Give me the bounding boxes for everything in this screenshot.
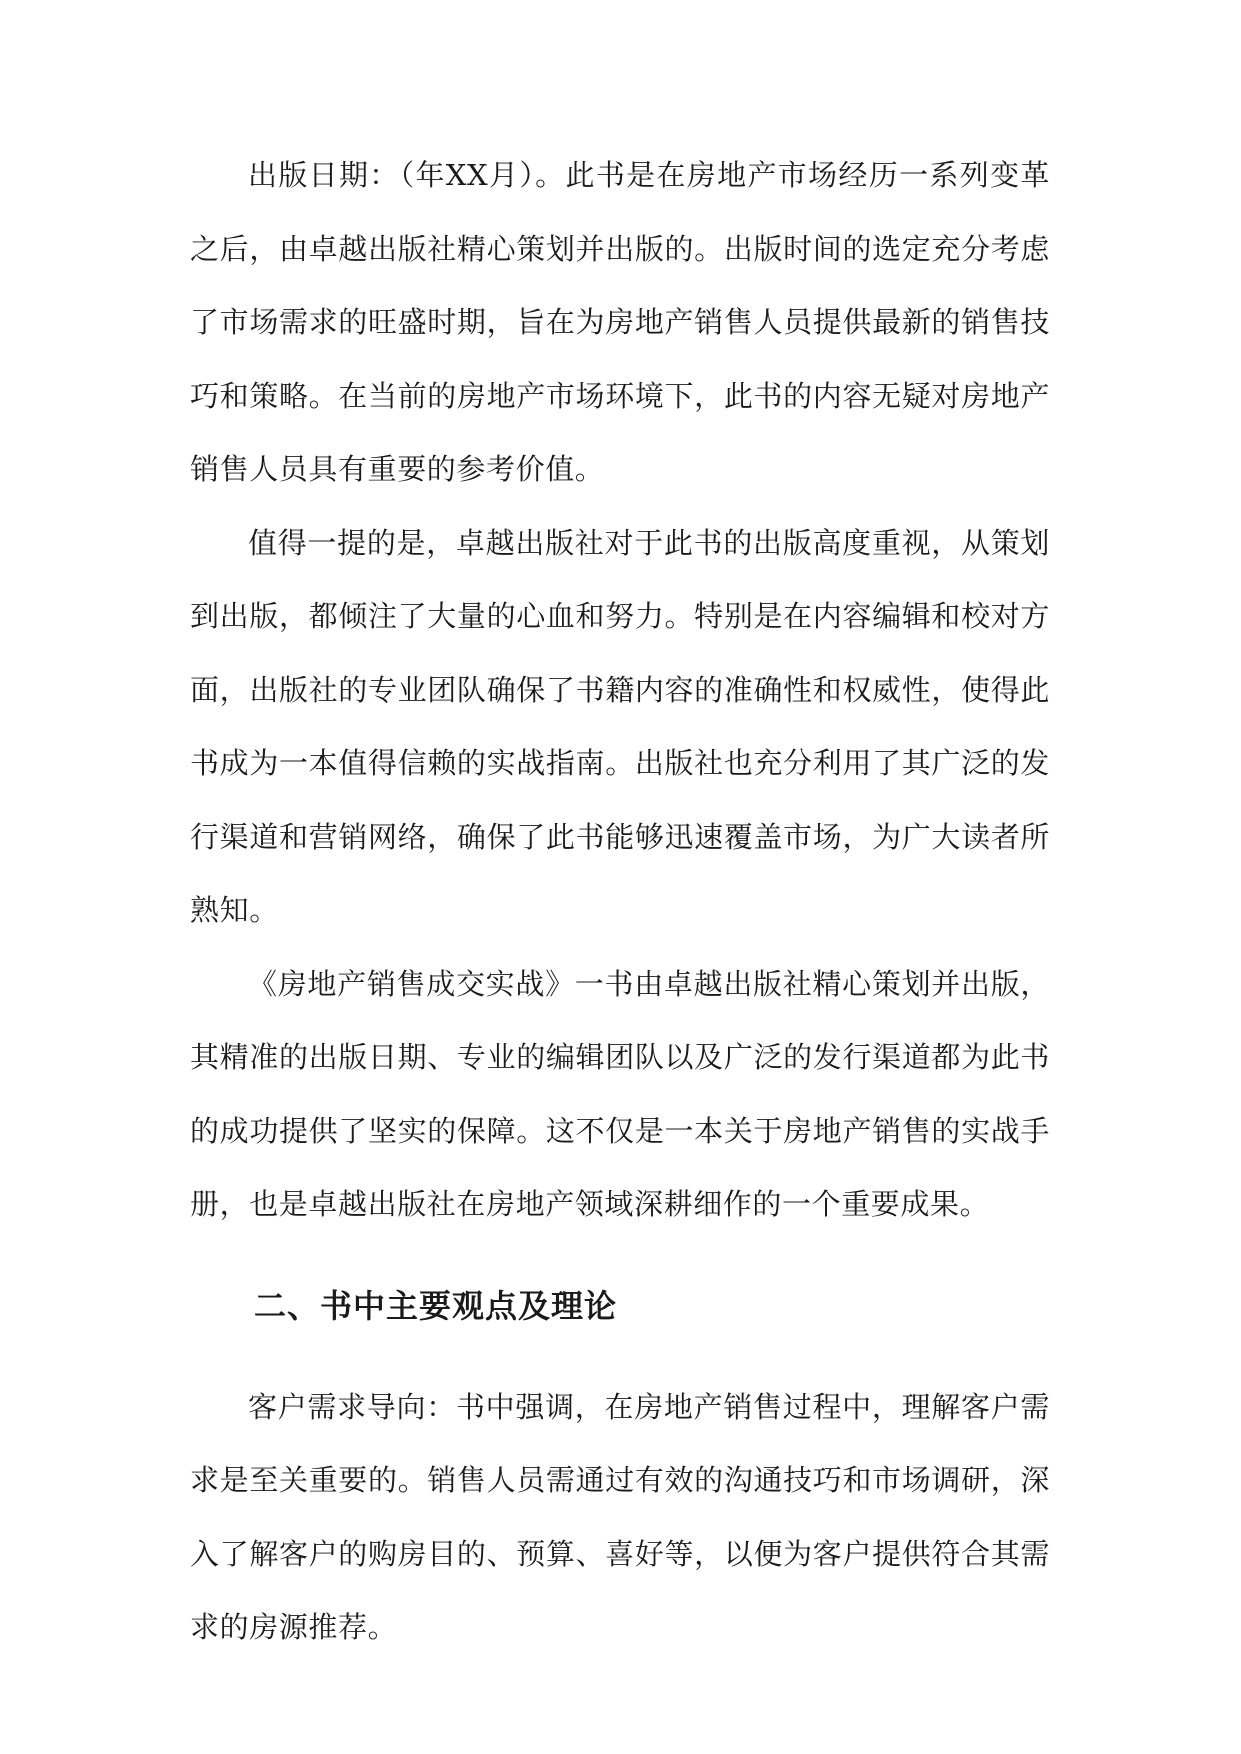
paragraph-publisher-effort: 值得一提的是，卓越出版社对于此书的出版高度重视，从策划到出版，都倾注了大量的心血和努力。特别是在内容编辑和校对方面，出版社的专业团队确保了书籍内容的准确性和权威性，使得此书成为一本值得信赖的实战指南。出版社也充分利用了其广泛的发行渠道和营销网络，确保了此书能够迅速覆盖市场，为广大读者所熟知。 <box>190 525 1050 927</box>
paragraph-publication-date: 出版日期：（年XX月）。此书是在房地产市场经历一系列变革之后，由卓越出版社精心策划并出版的。出版时间的选定充分考虑了市场需求的旺盛时期，旨在为房地产销售人员提供最新的销售技巧和策略。在当前的房地产市场环境下，此书的内容无疑对房地产销售人员具有重要的参考价值。 <box>190 158 1050 486</box>
section-heading: 二、书中主要观点及理论 <box>254 1286 618 1325</box>
paragraph-customer-needs: 客户需求导向：书中强调，在房地产销售过程中，理解客户需求是至关重要的。销售人员需通过有效的沟通技巧和市场调研，深入了解客户的购房目的、预算、喜好等，以便为客户提供符合其需求的房源推荐。 <box>190 1389 1050 1644</box>
document-body <box>190 139 1050 1665</box>
paragraph-book-summary: 《房地产销售成交实战》一书由卓越出版社精心策划并出版，其精准的出版日期、专业的编辑团队以及广泛的发行渠道都为此书的成功提供了坚实的保障。这不仅是一本关于房地产销售的实战手册，也是卓越出版社在房地产领域深耕细作的一个重要成果。 <box>190 966 1050 1221</box>
